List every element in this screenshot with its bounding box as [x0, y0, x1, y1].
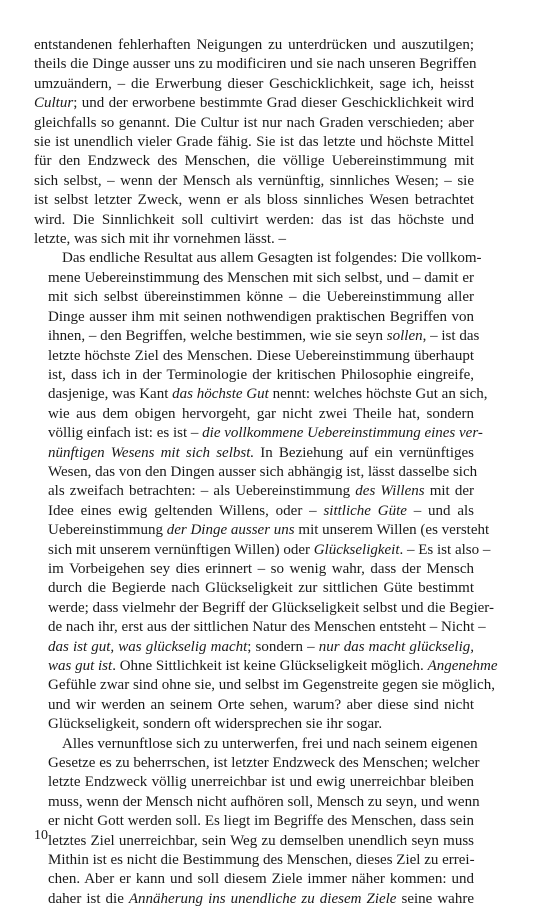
text-run: letzte höchste Ziel des Menschen. Diese Uebereinstimmung überhaupt	[48, 347, 474, 364]
text-line	[34, 541, 491, 560]
text-line	[34, 793, 480, 812]
text-run: de nach ihr, erst aus der sittlichen Natur des Menschen entsteht – Nicht –	[48, 619, 486, 636]
paragraph	[34, 249, 498, 734]
text-line	[34, 308, 474, 327]
text-run: entstandenen fehlerhaften Neigungen zu unterdrücken und auszutilgen;	[34, 37, 474, 53]
text-run: durch die Begierde nach Glückseligkeit zur sittlichen Güte bestimmt	[48, 580, 474, 597]
text-run: werde; dass vielmehr der Begriff der Glückseligkeit selbst und die Begier-	[48, 599, 494, 616]
text-run: mit sich selbst übereinstimmen könne – die Uebereinstimmung aller	[48, 289, 474, 306]
text-line	[34, 114, 474, 133]
text-run: und wir werden an seinem Orte sehen, warum? aber diese sind nicht	[48, 696, 474, 713]
text-line	[34, 735, 478, 754]
text-run: Gefühle zwar sind ohne sie, und selbst im Gegenstreite gegen sie möglich,	[48, 677, 495, 694]
text-run: Mithin ist es nicht die Bestimmung des Menschen, dieses Ziel zu errei-	[48, 852, 475, 869]
text-line	[34, 696, 474, 715]
text-run: seine wahre	[396, 890, 474, 907]
text-line	[34, 676, 495, 695]
text-line	[34, 812, 474, 831]
text-run: sich mit unserem vernünftigen Willen) oder	[48, 541, 314, 558]
italic-text: das ist gut, was glückselig macht	[48, 638, 248, 655]
text-line	[34, 638, 474, 657]
text-run: er nicht Gott werden soll. Es liegt im Begriffe des Menschen, dass sein	[48, 813, 474, 830]
text-run: Glückseligkeit, sondern oft widersprechen sie ihr sogar.	[48, 716, 383, 733]
text-run: . – Es ist also –	[399, 541, 491, 558]
text-line	[34, 405, 474, 424]
italic-text: Cultur	[34, 95, 74, 112]
text-run: umzuändern, – die Erwerbung dieser Geschicklichkeit, sage ich, heisst	[34, 75, 474, 92]
text-line	[34, 832, 474, 851]
text-line	[34, 75, 474, 94]
text-line	[34, 191, 474, 210]
text-run: ; und der erworbene bestimmte Grad dieser Geschicklichkeit wird	[73, 95, 474, 112]
text-line	[34, 366, 474, 385]
text-run: mit unserem Willen (es versteht	[294, 522, 490, 539]
text-run: Das endliche Resultat aus allem Gesagten ist folgendes: Die vollkom-	[62, 250, 482, 267]
text-line	[34, 249, 482, 268]
text-run: ihnen, – den Begriffen, welche bestimmen, wie sie seyn	[48, 328, 387, 345]
paragraph	[34, 735, 480, 909]
italic-text: des Willens	[355, 483, 425, 500]
text-line	[34, 890, 474, 909]
text-run: wird. Die Sinnlichkeit soll cultivirt werden: das ist das höchste und	[34, 211, 474, 228]
italic-text: sittliche Güte	[323, 502, 407, 519]
text-run: sie ist unendlich vieler Grade fähig. Sie ist das letzte und höchste Mittel	[34, 134, 474, 151]
page-number: 10	[34, 828, 48, 843]
text-line	[34, 152, 474, 171]
text-line	[34, 773, 474, 792]
text-run: muss, wenn der Mensch nicht aufhören soll, Mensch zu seyn, und wenn	[48, 793, 480, 810]
text-line	[34, 230, 474, 249]
text-run: ; sondern –	[247, 638, 319, 655]
text-run: gleichfalls so genannt. Die Cultur ist nur nach Graden verschieden; aber	[34, 114, 474, 131]
text-run: theils die Dinge ausser uns zu modificiren und sie nach unseren Begriffen	[34, 56, 477, 73]
text-run: als zweifach betrachten: – als Uebereinstimmung	[48, 483, 356, 500]
italic-text: die vollkommene Uebereinstimmung eines ver-	[202, 425, 483, 442]
text-run: mit der	[424, 483, 474, 500]
italic-text: nünftigen Wesens mit sich selbst.	[48, 444, 255, 461]
text-run: Uebereinstimmung	[48, 522, 167, 539]
text-line	[34, 599, 494, 618]
text-run: ist, dass ich in der Terminologie der kritischen Philosophie eingreife,	[48, 366, 474, 383]
text-run: . Ohne Sittlichkeit ist keine Glückseligkeit möglich.	[112, 658, 428, 674]
text-line	[34, 870, 474, 889]
italic-text: das höchste Gut	[172, 386, 269, 403]
text-line	[34, 172, 474, 191]
text-run: Dinge ausser ihm mit seinen nothwendigen praktischen Begriffen von	[48, 308, 474, 325]
text-line	[34, 482, 474, 501]
text-run: völlig einfach ist: es ist –	[48, 425, 203, 442]
text-run: letzte, was sich mit ihr vornehmen lässt. –	[34, 231, 287, 248]
italic-text: was gut ist	[48, 658, 113, 674]
text-run: für den Endzweck des Menschen, die völlige Uebereinstimmung mit	[34, 153, 474, 170]
text-line	[34, 424, 483, 443]
text-run: – und als	[406, 502, 474, 519]
text-line	[34, 55, 477, 74]
text-run: letztes Ziel unerreichbar, sein Weg zu demselben unendlich seyn muss	[48, 832, 474, 849]
text-run: daher ist die	[48, 890, 129, 907]
text-run: letzte Endzweck völlig unerreichbar ist und ewig unerreichbar bleiben	[48, 774, 474, 791]
text-line	[34, 560, 474, 579]
text-line	[34, 94, 474, 113]
text-run: chen. Aber er kann und soll diesem Ziele immer näher kommen: und	[48, 871, 474, 888]
italic-text: Angenehme	[427, 658, 498, 674]
text-line	[34, 618, 486, 637]
text-run: Wesen, das von den Dingen ausser sich abhängig ist, lässt dasselbe sich	[48, 463, 478, 480]
text-run: sich selbst, – wenn der Mensch als vernünftig, sinnliches Wesen; – sie	[34, 172, 474, 189]
text-run: nennt: welches höchste Gut an sich,	[268, 386, 488, 403]
page-body	[34, 36, 498, 909]
text-line	[34, 754, 480, 773]
text-run: dasjenige, was Kant	[48, 386, 173, 403]
text-run: wie aus dem obigen hervorgeht, gar nicht zwei Theile hat, sondern	[48, 405, 474, 422]
text-line	[34, 211, 474, 230]
italic-text: der Dinge ausser uns	[166, 522, 295, 539]
text-line	[34, 715, 474, 734]
italic-text: Annäherung ins unendliche zu diesem Ziele	[128, 890, 397, 907]
text-line	[34, 579, 474, 598]
italic-text: Glückseligkeit	[313, 541, 400, 558]
text-line	[34, 851, 474, 870]
text-run: im Vorbeigehen sey dies erinnert – so wenig wahr, dass der Mensch	[48, 560, 474, 577]
text-run: , – ist das	[422, 328, 480, 345]
text-line	[34, 327, 480, 346]
text-line	[34, 288, 474, 307]
text-run: Alles vernunftlose sich zu unterwerfen, frei und nach seinem eigenen	[62, 735, 478, 752]
text-line	[34, 269, 474, 288]
italic-text: sollen	[386, 328, 423, 345]
text-run: Idee eines ewig geltenden Willens, oder –	[48, 502, 324, 519]
text-run: ist selbst letzter Zweck, wenn er als bloss sinnliches Wesen betrachtet	[34, 192, 474, 209]
text-line	[34, 502, 474, 521]
text-line	[34, 521, 490, 540]
text-run: mene Uebereinstimmung des Menschen mit sich selbst, und – damit er	[48, 269, 474, 286]
text-line	[34, 347, 474, 366]
text-line	[34, 444, 474, 463]
paragraph	[34, 36, 477, 249]
text-line	[34, 36, 474, 55]
text-run: In Beziehung auf ein vernünftiges	[254, 444, 474, 461]
text-run: Gesetze es zu beherrschen, ist letzter Endzweck des Menschen; welcher	[48, 755, 480, 772]
text-line	[34, 657, 498, 676]
italic-text: nur das macht glückselig,	[318, 638, 474, 655]
text-line	[34, 463, 478, 482]
text-line	[34, 385, 488, 404]
text-line	[34, 133, 474, 152]
